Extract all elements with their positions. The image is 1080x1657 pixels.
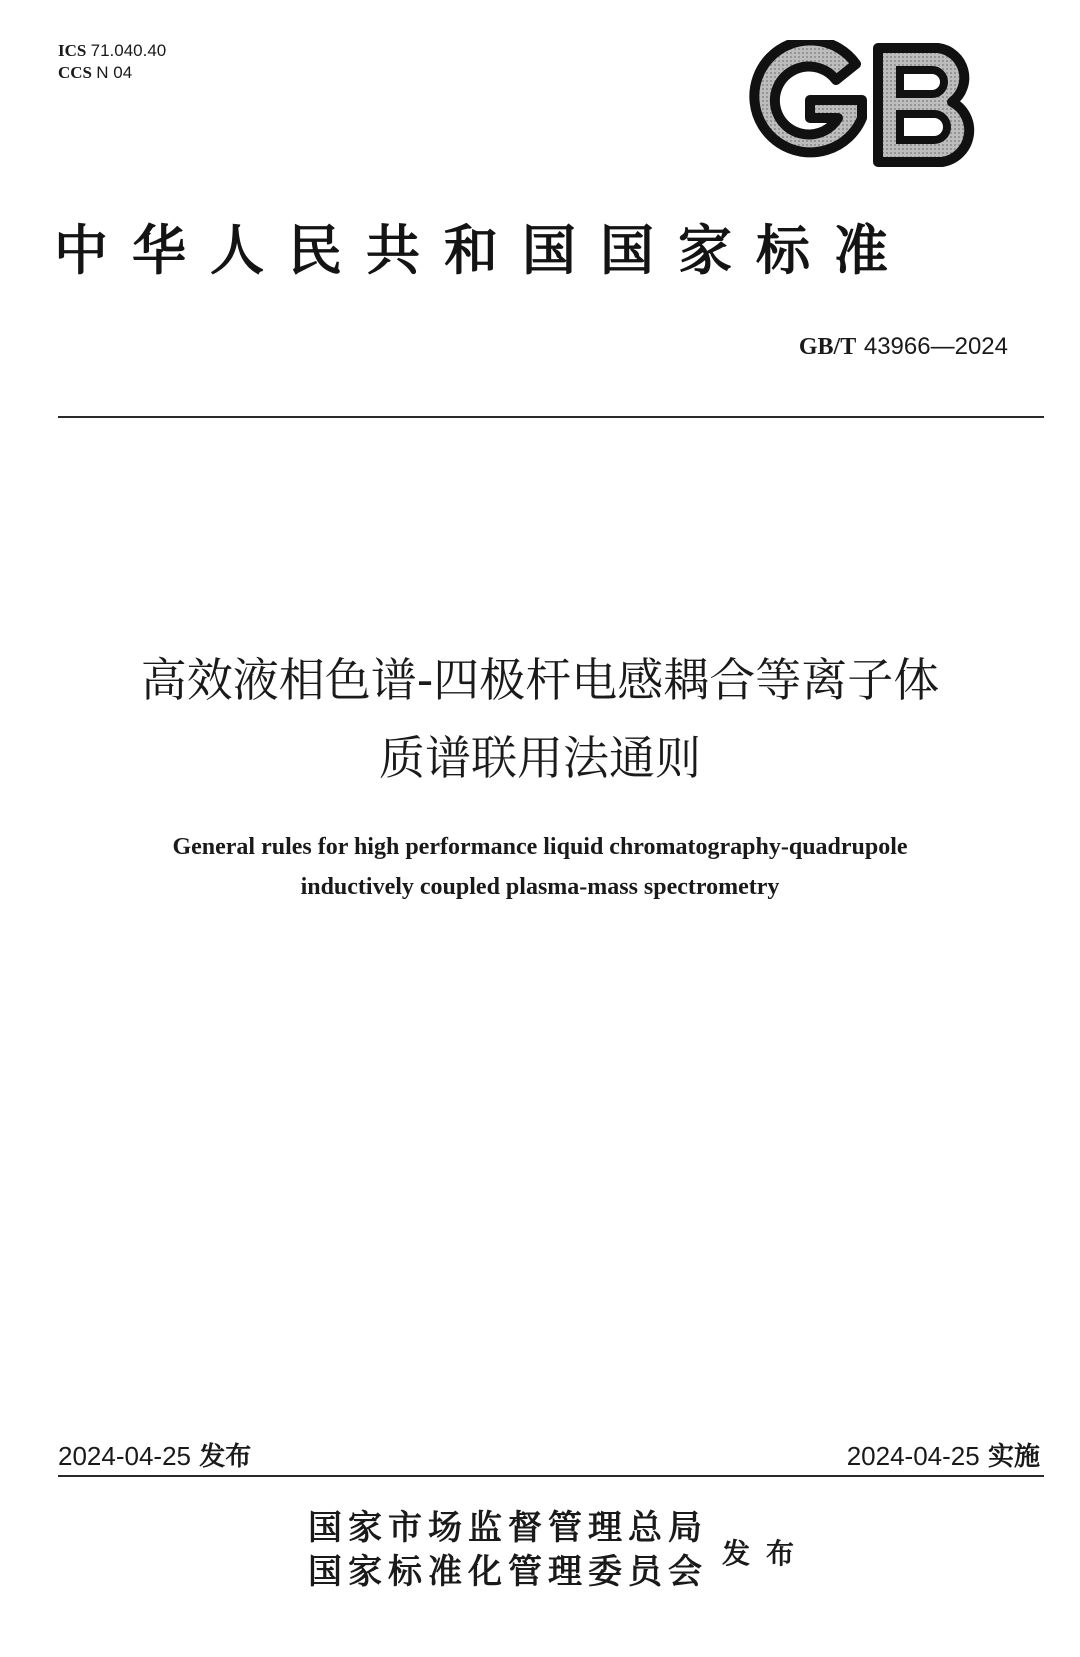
issue-label: 发布: [722, 1537, 811, 1570]
publish-date-value: 2024-04-25: [58, 1441, 191, 1471]
ics-label: ICS: [58, 41, 87, 60]
chinese-title-line-1: 高效液相色谱-四极杆电感耦合等离子体: [140, 653, 940, 707]
national-standard-title: 中华人民共和国国家标准: [54, 218, 912, 282]
implement-date-label: 实施: [987, 1442, 1040, 1472]
english-title-line-2: inductively coupled plasma-mass spectrometry: [300, 874, 780, 900]
standard-prefix: GB/T: [798, 334, 857, 360]
ics-code: [58, 40, 166, 62]
implement-date: [847, 1436, 1040, 1473]
implement-date-value: 2024-04-25: [846, 1441, 980, 1471]
issuer-line-2: 国家标准化管理委员会: [308, 1552, 708, 1592]
ccs-label: CCS: [58, 63, 93, 82]
standard-code: 43966—2024: [863, 333, 1008, 360]
publish-date-label: 发布: [199, 1442, 252, 1472]
issuer-line-1: 国家市场监督管理总局: [308, 1508, 708, 1548]
ccs-value: N 04: [96, 63, 133, 82]
ccs-code: [58, 62, 166, 84]
issuing-authorities: [308, 1506, 708, 1594]
classification-codes: [58, 40, 166, 84]
bottom-divider: [58, 1475, 1044, 1477]
chinese-title-line-2: 质谱联用法通则: [379, 731, 701, 785]
gb-logo-icon: [738, 40, 988, 170]
ics-value: 71.040.40: [90, 41, 167, 60]
english-title-line-1: General rules for high performance liquid chromatography-quadrupole: [172, 834, 908, 860]
publish-date: [58, 1436, 251, 1473]
standard-number: [799, 332, 1008, 361]
top-divider: [58, 416, 1044, 418]
